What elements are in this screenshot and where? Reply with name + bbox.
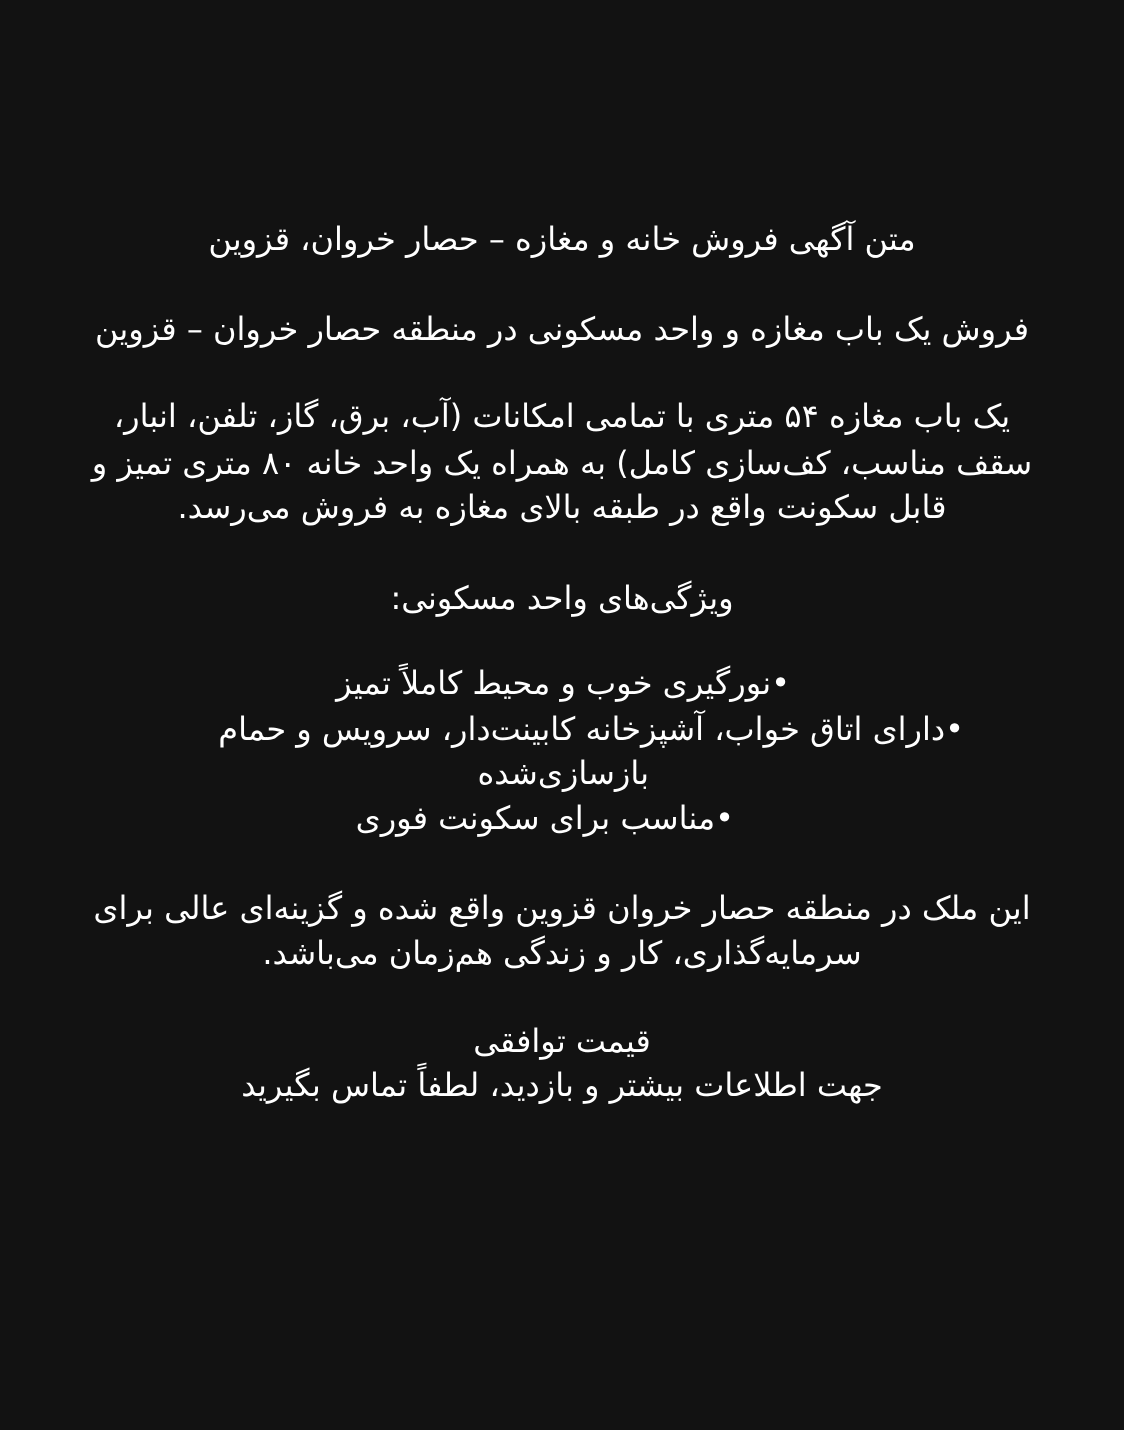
location-line-1: این ملک در منطقه حصار خروان قزوین واقع شده و گزینه‌ای عالی برای <box>93 889 1031 927</box>
price-text: قیمت توافقی <box>473 1022 651 1060</box>
feature-item-lighting: •نورگیری خوب و محیط کاملاً تمیز <box>336 664 790 702</box>
description-line-3: قابل سکونت واقع در طبقه بالای مغازه به فروش می‌رسد. <box>177 488 947 526</box>
location-line-2: سرمایه‌گذاری، کار و زندگی هم‌زمان می‌باشد. <box>262 934 862 972</box>
contact-text: جهت اطلاعات بیشتر و بازدید، لطفاً تماس بگیرید <box>241 1066 883 1104</box>
feature-item-rooms-continued: بازسازی‌شده <box>477 754 649 792</box>
feature-item-ready: •مناسب برای سکونت فوری <box>355 799 734 837</box>
ad-title: متن آگهی فروش خانه و مغازه – حصار خروان، قزوین <box>208 220 916 258</box>
feature-item-rooms: •دارای اتاق خواب، آشپزخانه کابینت‌دار، سرویس و حمام <box>218 710 964 748</box>
description-line-2: سقف مناسب، کف‌سازی کامل) به همراه یک واحد خانه ۸۰ متری تمیز و <box>91 444 1033 482</box>
features-heading: ویژگی‌های واحد مسکونی: <box>390 579 734 617</box>
description-line-1: یک باب مغازه ۵۴ متری با تمامی امکانات (آب، برق، گاز، تلفن، انبار، <box>113 397 1011 435</box>
ad-subtitle: فروش یک باب مغازه و واحد مسکونی در منطقه حصار خروان – قزوین <box>94 310 1030 348</box>
